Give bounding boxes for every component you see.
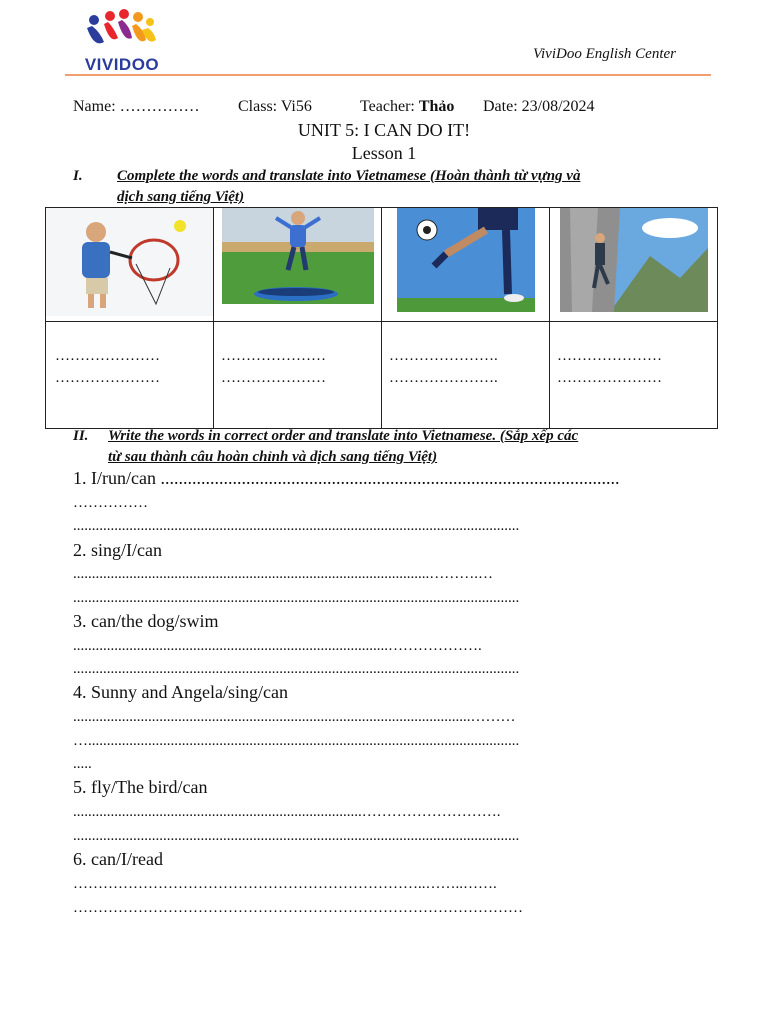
answer-line-1b[interactable]: ....................................................................................................................... — [73, 518, 520, 534]
boy-tennis-image — [46, 208, 213, 316]
question-3: 3. can/the dog/swim — [73, 611, 219, 631]
date-field: Date: 23/08/2024 — [483, 98, 595, 115]
class-field: Class: Vi56 — [238, 98, 312, 115]
answer-line-5b[interactable]: ....................................................................................................................... — [73, 828, 520, 844]
answer-line: ………………… — [55, 348, 160, 364]
picture-cell — [46, 208, 214, 322]
answer-cell[interactable] — [46, 322, 214, 429]
football-kick-image — [382, 208, 549, 316]
answer-line-6b[interactable]: ……………………………………………………………………………… — [73, 900, 523, 916]
answer-line: ………………… — [55, 370, 160, 386]
picture-cell — [214, 208, 382, 322]
answer-line: ………………… — [221, 370, 326, 386]
section1-line2: dịch sang tiếng Việt) — [117, 189, 245, 205]
rock-climbing-image — [550, 208, 717, 316]
question-1: 1. I/run/can ...................................................................................................... — [73, 468, 620, 488]
answer-line-4a[interactable]: ..........................................................................................................……… — [73, 709, 516, 725]
teacher-label: Teacher: — [360, 98, 415, 115]
section2-line2: từ sau thành câu hoàn chỉnh và dịch sang tiếng Việt) — [108, 449, 438, 465]
answer-line-5a[interactable]: .............................................................................………………………. — [73, 804, 501, 820]
answer-line-1a[interactable]: …………… — [73, 495, 148, 511]
answer-line-4c[interactable]: ..... — [73, 756, 92, 772]
answer-line: …………………. — [389, 370, 498, 386]
answer-line-3b[interactable]: ....................................................................................................................... — [73, 661, 520, 677]
answer-line-2b[interactable]: ....................................................................................................................... — [73, 590, 520, 606]
answer-line: ………………… — [557, 370, 662, 386]
answer-line-3a[interactable]: ....................................................................................………………. — [73, 638, 482, 654]
answer-line-2a[interactable]: ...............................................................................................……….… — [73, 566, 493, 582]
teacher-name: Thảo — [418, 98, 455, 115]
lesson-title: Lesson 1 — [351, 143, 417, 163]
answer-line: …………………. — [389, 348, 498, 364]
unit-title: UNIT 5: I CAN DO IT! — [297, 120, 471, 140]
section1-line1: Complete the words and translate into Vietnamese (Hoàn thành từ vựng và — [117, 168, 581, 184]
center-name: ViviDoo English Center — [532, 46, 676, 62]
girl-trampoline-image — [214, 208, 381, 316]
question-2: 2. sing/I/can — [73, 540, 162, 560]
picture-cell — [550, 208, 718, 322]
vividoo-logo — [84, 8, 160, 74]
answer-line: ………………… — [557, 348, 662, 364]
logo-text: VIVIDOO — [84, 55, 160, 74]
question-6: 6. can/I/read — [73, 849, 163, 869]
section2-instruction — [108, 426, 578, 468]
question-4: 4. Sunny and Angela/sing/can — [73, 682, 288, 702]
name-field: Name: …………… — [73, 98, 200, 115]
question-5: 5. fly/The bird/can — [73, 777, 208, 797]
section1-instruction — [117, 166, 580, 208]
answer-line: ………………… — [221, 348, 326, 364]
section2-line1: Write the words in correct order and translate into Vietnamese. (Sắp xếp các — [108, 428, 579, 444]
picture-table — [45, 207, 718, 429]
answer-line-6a[interactable]: ……………………………………………………………..……..……. — [73, 876, 497, 892]
section2-number: II. — [73, 428, 89, 444]
answer-line-4b[interactable]: …................................................................................................................... — [73, 733, 520, 749]
answer-cell[interactable] — [382, 322, 550, 429]
answer-cell[interactable] — [214, 322, 382, 429]
teacher-field — [360, 98, 454, 116]
section1-number: I. — [73, 168, 83, 184]
header-divider — [65, 74, 711, 76]
logo-figures-icon — [84, 8, 160, 58]
answer-cell[interactable] — [550, 322, 718, 429]
picture-cell — [382, 208, 550, 322]
